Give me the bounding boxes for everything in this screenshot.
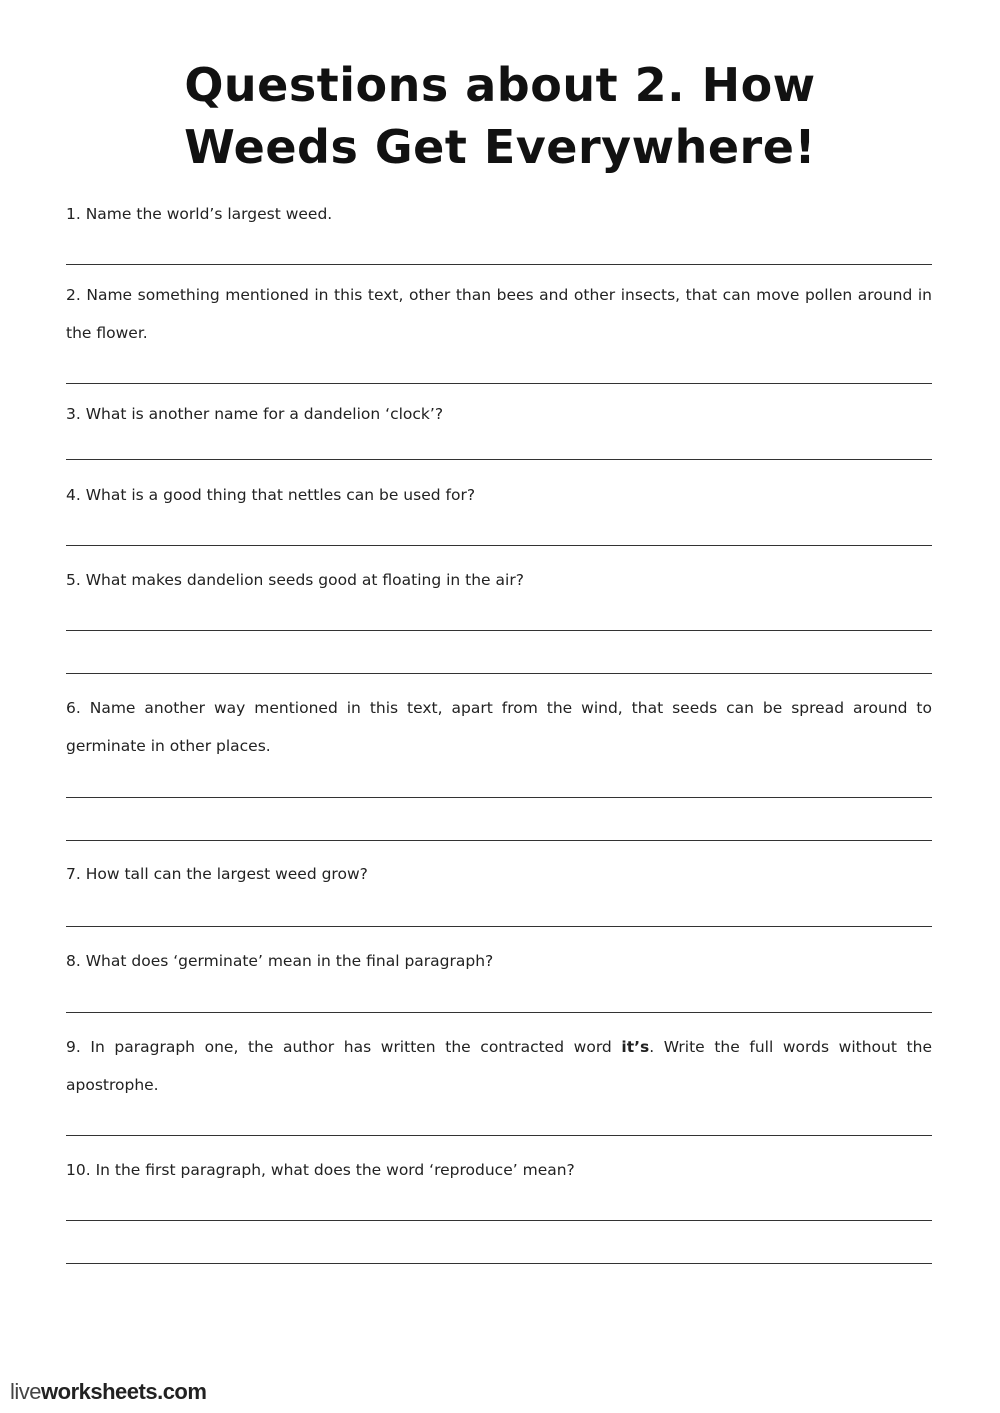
answer-line-10a[interactable] bbox=[66, 1220, 932, 1221]
logo-tld: .com bbox=[157, 1379, 207, 1404]
answer-line-3[interactable] bbox=[66, 459, 932, 460]
answer-line-8[interactable] bbox=[66, 1012, 932, 1013]
answer-line-9[interactable] bbox=[66, 1135, 932, 1136]
answer-line-6b[interactable] bbox=[66, 840, 932, 841]
answer-line-4[interactable] bbox=[66, 545, 932, 546]
question-9 bbox=[66, 1028, 932, 1104]
answer-line-2[interactable] bbox=[66, 383, 932, 384]
question-4: 4. What is a good thing that nettles can be used for? bbox=[66, 486, 476, 504]
answer-line-7[interactable] bbox=[66, 926, 932, 927]
answer-line-6a[interactable] bbox=[66, 797, 932, 798]
logo-live: live bbox=[10, 1379, 42, 1404]
worksheet-title bbox=[0, 54, 1000, 178]
question-9-bold-word: it’s bbox=[621, 1038, 650, 1056]
question-9-text-start: 9. In paragraph one, the author has written the contracted word bbox=[66, 1038, 622, 1056]
answer-line-5a[interactable] bbox=[66, 630, 932, 631]
title-line-1: Questions about 2. How bbox=[184, 58, 816, 112]
answer-line-1[interactable] bbox=[66, 264, 932, 265]
title-line-2: Weeds Get Everywhere! bbox=[184, 120, 816, 174]
question-1: 1. Name the world’s largest weed. bbox=[66, 205, 333, 223]
question-2: 2. Name something mentioned in this text, other than bees and other insects, that can move pollen around in the flower. bbox=[66, 286, 932, 342]
question-5: 5. What makes dandelion seeds good at floating in the air? bbox=[66, 571, 524, 589]
question-10: 10. In the first paragraph, what does the word ‘reproduce’ mean? bbox=[66, 1161, 575, 1179]
question-6: 6. Name another way mentioned in this text, apart from the wind, that seeds can be spread around to germinate in other places. bbox=[66, 699, 932, 755]
question-8: 8. What does ‘germinate’ mean in the final paragraph? bbox=[66, 952, 494, 970]
answer-line-10b[interactable] bbox=[66, 1263, 932, 1264]
question-9-text-end: . Write the full words without the apostrophe. bbox=[66, 1038, 932, 1094]
liveworksheets-logo bbox=[10, 1379, 206, 1405]
logo-worksheets: worksheets bbox=[41, 1379, 158, 1404]
question-7: 7. How tall can the largest weed grow? bbox=[66, 865, 368, 883]
question-3: 3. What is another name for a dandelion ‘clock’? bbox=[66, 405, 444, 423]
answer-line-5b[interactable] bbox=[66, 673, 932, 674]
